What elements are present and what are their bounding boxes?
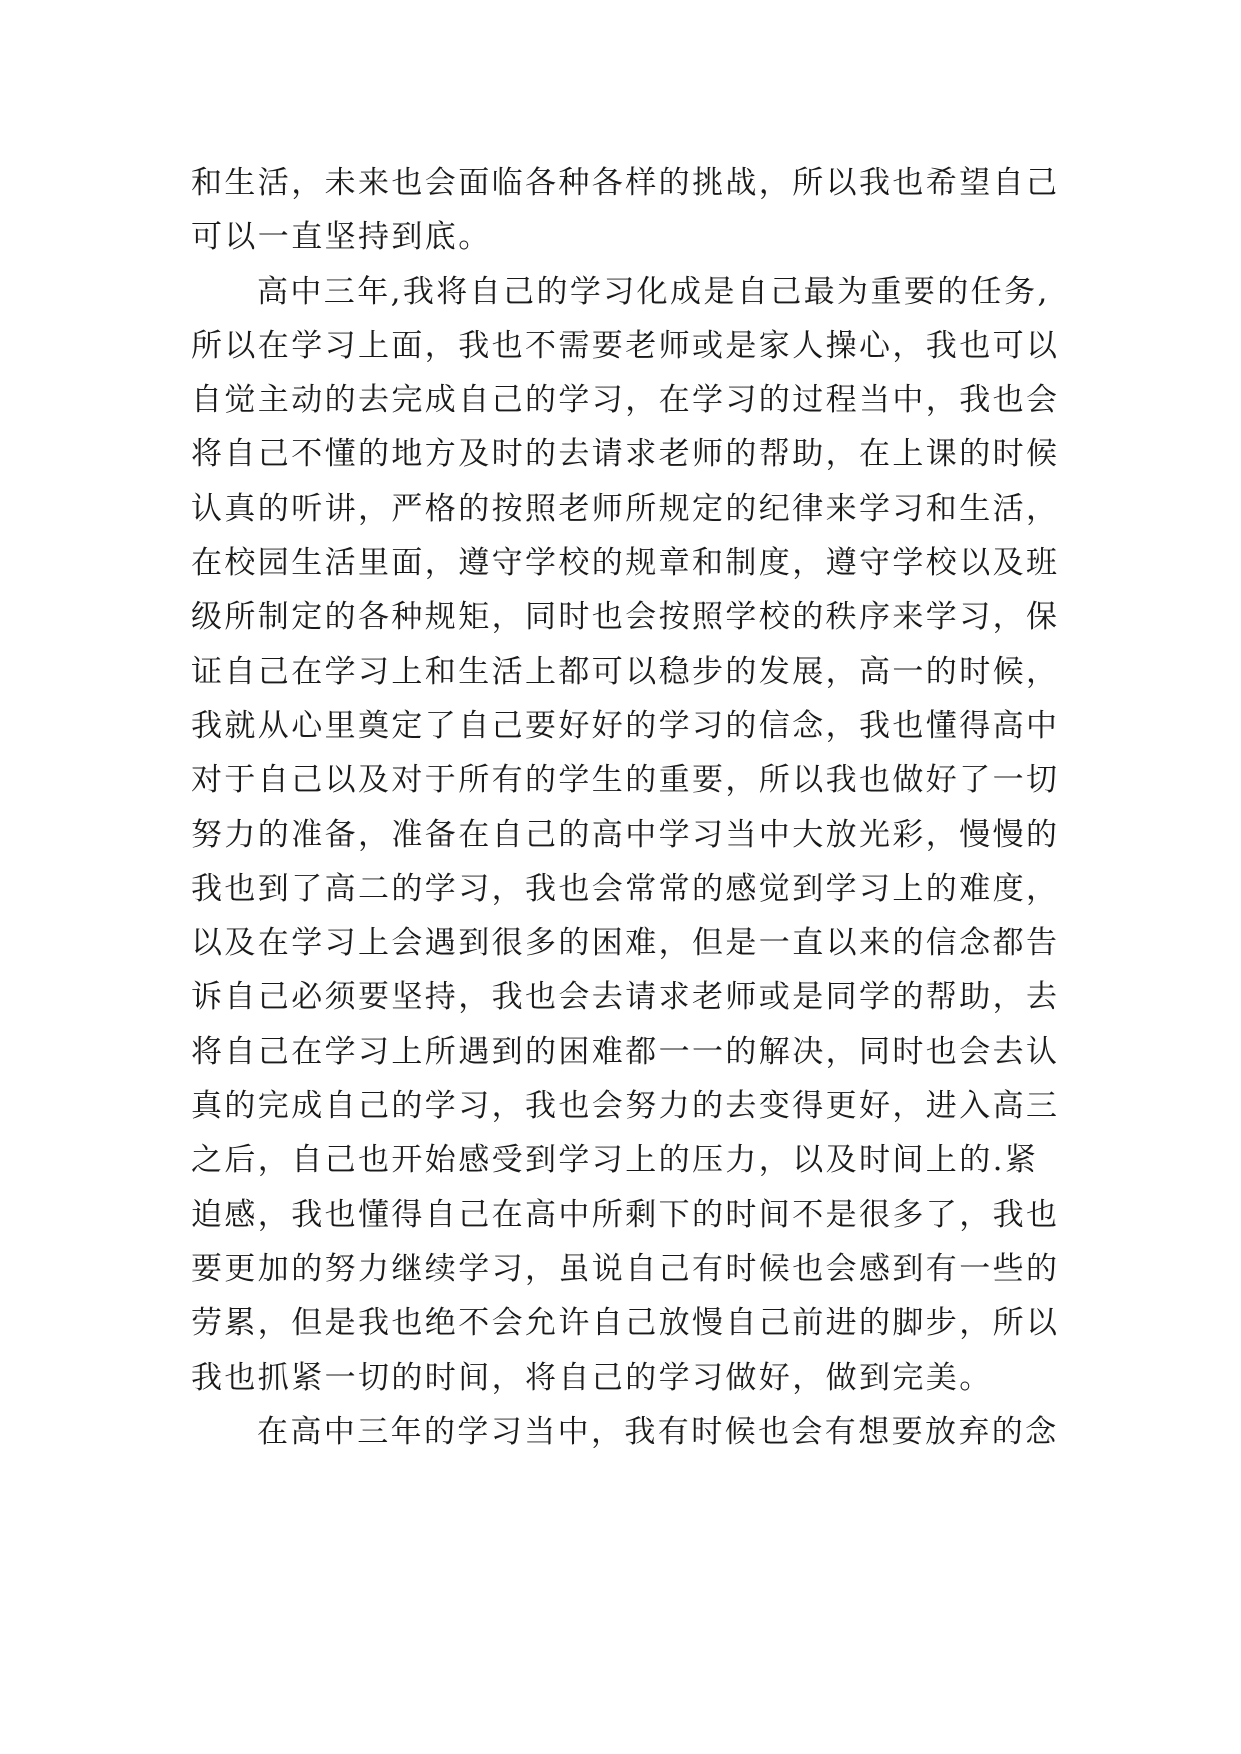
text-line: 将自己不懂的地方及时的去请求老师的帮助，在上课的时候 [191, 436, 1060, 473]
text-line: 将自己在学习上所遇到的困难都一一的解决，同时也会去认 [191, 1033, 1060, 1070]
text-line: 级所制定的各种规矩，同时也会按照学校的秩序来学习，保 [191, 599, 1060, 636]
body-text [191, 156, 1071, 1459]
text-line: 以及在学习上会遇到很多的困难，但是一直以来的信念都告 [191, 925, 1060, 962]
text-line: 高中三年,我将自己的学习化成是自己最为重要的任务, [257, 273, 1050, 310]
text-line: 和生活，未来也会面临各种各样的挑战，所以我也希望自己 [191, 165, 1060, 201]
text-line: 所以在学习上面，我也不需要老师或是家人操心，我也可以 [191, 327, 1060, 364]
text-line: 我就从心里奠定了自己要好好的学习的信念，我也懂得高中 [191, 707, 1060, 744]
text-line: 努力的准备，准备在自己的高中学习当中大放光彩，慢慢的 [191, 816, 1060, 853]
text-line: 对于自己以及对于所有的学生的重要，所以我也做好了一切 [191, 762, 1060, 799]
text-line: 真的完成自己的学习，我也会努力的去变得更好，进入高三 [191, 1088, 1060, 1125]
text-line: 之后，自己也开始感受到学习上的压力，以及时间上的.紧 [191, 1142, 1039, 1179]
text-line: 我也抓紧一切的时间，将自己的学习做好，做到完美。 [191, 1359, 993, 1396]
text-line: 自觉主动的去完成自己的学习，在学习的过程当中，我也会 [191, 382, 1060, 419]
text-line: 在校园生活里面，遵守学校的规章和制度，遵守学校以及班 [191, 545, 1060, 582]
text-line: 诉自己必须要坚持，我也会去请求老师或是同学的帮助，去 [191, 979, 1060, 1016]
text-line: 可以一直坚持到底。 [191, 219, 492, 256]
text-line: 认真的听讲，严格的按照老师所规定的纪律来学习和生活， [191, 490, 1060, 527]
text-line: 在高中三年的学习当中，我有时候也会有想要放弃的念 [257, 1413, 1059, 1450]
text-line: 劳累，但是我也绝不会允许自己放慢自己前进的脚步，所以 [191, 1305, 1060, 1342]
text-line: 我也到了高二的学习，我也会常常的感觉到学习上的难度， [191, 870, 1060, 907]
text-line: 证自己在学习上和生活上都可以稳步的发展，高一的时候， [191, 653, 1060, 690]
text-line: 迫感，我也懂得自己在高中所剩下的时间不是很多了，我也 [191, 1196, 1060, 1233]
text-line: 要更加的努力继续学习，虽说自己有时候也会感到有一些的 [191, 1250, 1060, 1287]
